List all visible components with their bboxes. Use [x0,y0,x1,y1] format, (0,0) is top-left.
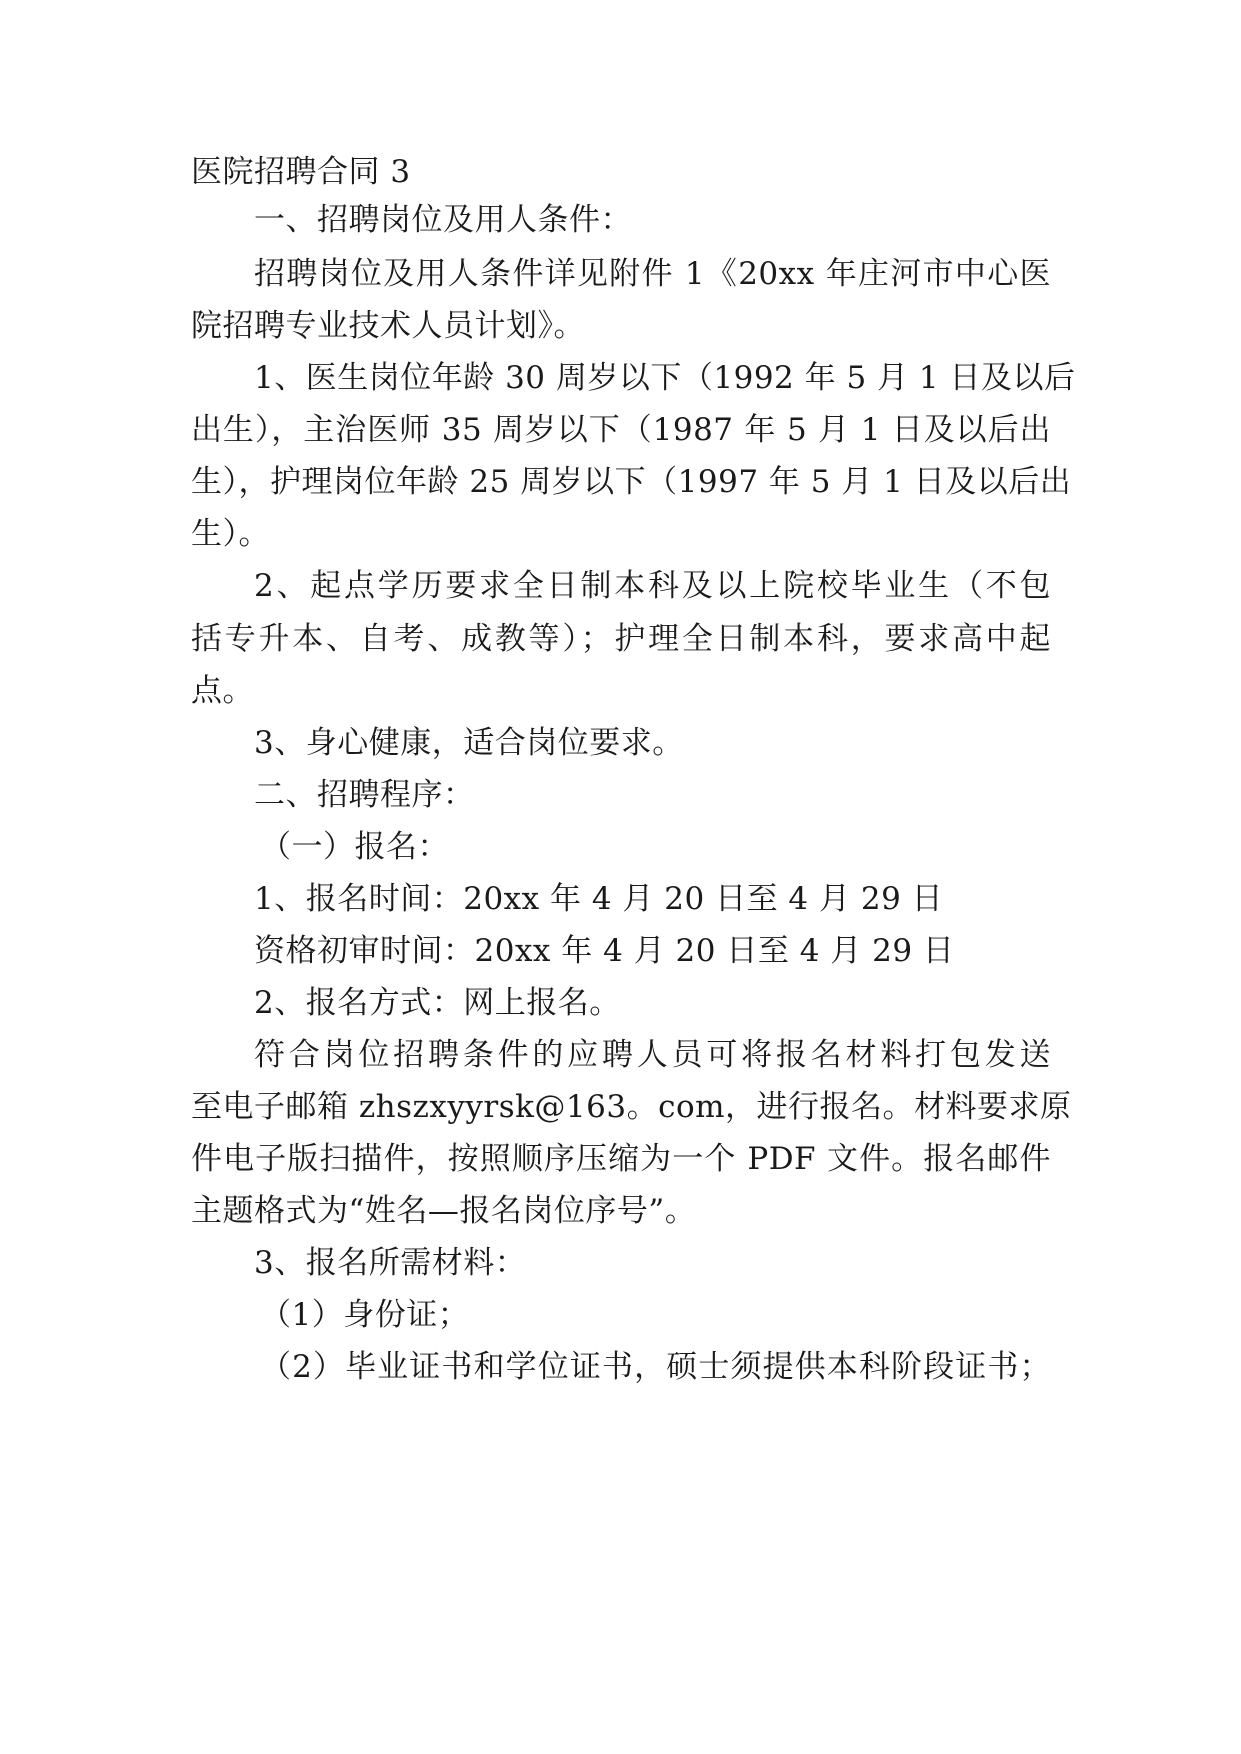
paragraph-line: 点。 [191,673,254,709]
paragraph-line: 院招聘专业技术人员计划》。 [191,308,585,344]
list-item: （2）毕业证书和学位证书，硕士须提供本科阶段证书； [260,1349,1051,1385]
paragraph-line: 主题格式为“姓名—报名岗位序号”。 [191,1193,697,1229]
paragraph-line: 至电子邮箱 zhszxyyrsk@163。com，进行报名。材料要求原 [191,1089,1072,1125]
paragraph-line: 3、身心健康，适合岗位要求。 [254,725,684,761]
paragraph-line: 件电子版扫描件，按照顺序压缩为一个 PDF 文件。报名邮件 [191,1141,1051,1177]
section-heading-1: 一、招聘岗位及用人条件： [254,202,632,238]
paragraph-line: 1、报名时间：20xx 年 4 月 20 日至 4 月 29 日 [254,881,944,917]
document-title: 医院招聘合同 3 [191,154,411,190]
paragraph-line: 出生），主治医师 35 周岁以下（1987 年 5 月 1 日及以后出 [191,412,1051,448]
section-heading-2: 二、招聘程序： [254,777,475,813]
subsection-heading: （一）报名： [260,829,449,865]
paragraph-line: 1、医生岗位年龄 30 周岁以下（1992 年 5 月 1 日及以后 [254,360,1076,396]
list-item: （1）身份证； [260,1297,470,1333]
paragraph-line: 2、报名方式：网上报名。 [254,985,621,1021]
paragraph-line: 资格初审时间：20xx 年 4 月 20 日至 4 月 29 日 [254,933,955,969]
paragraph-line: 招聘岗位及用人条件详见附件 1《20xx 年庄河市中心医 [254,256,1051,292]
paragraph-line: 3、报名所需材料： [254,1245,527,1281]
paragraph-line: 符合岗位招聘条件的应聘人员可将报名材料打包发送 [254,1037,1051,1073]
paragraph-line: 2、起点学历要求全日制本科及以上院校毕业生（不包 [254,568,1051,604]
paragraph-line: 括专升本、自考、成教等）；护理全日制本科，要求高中起 [191,621,1051,657]
paragraph-line: 生），护理岗位年龄 25 周岁以下（1997 年 5 月 1 日及以后出 [191,464,1072,500]
paragraph-line: 生）。 [191,516,270,552]
